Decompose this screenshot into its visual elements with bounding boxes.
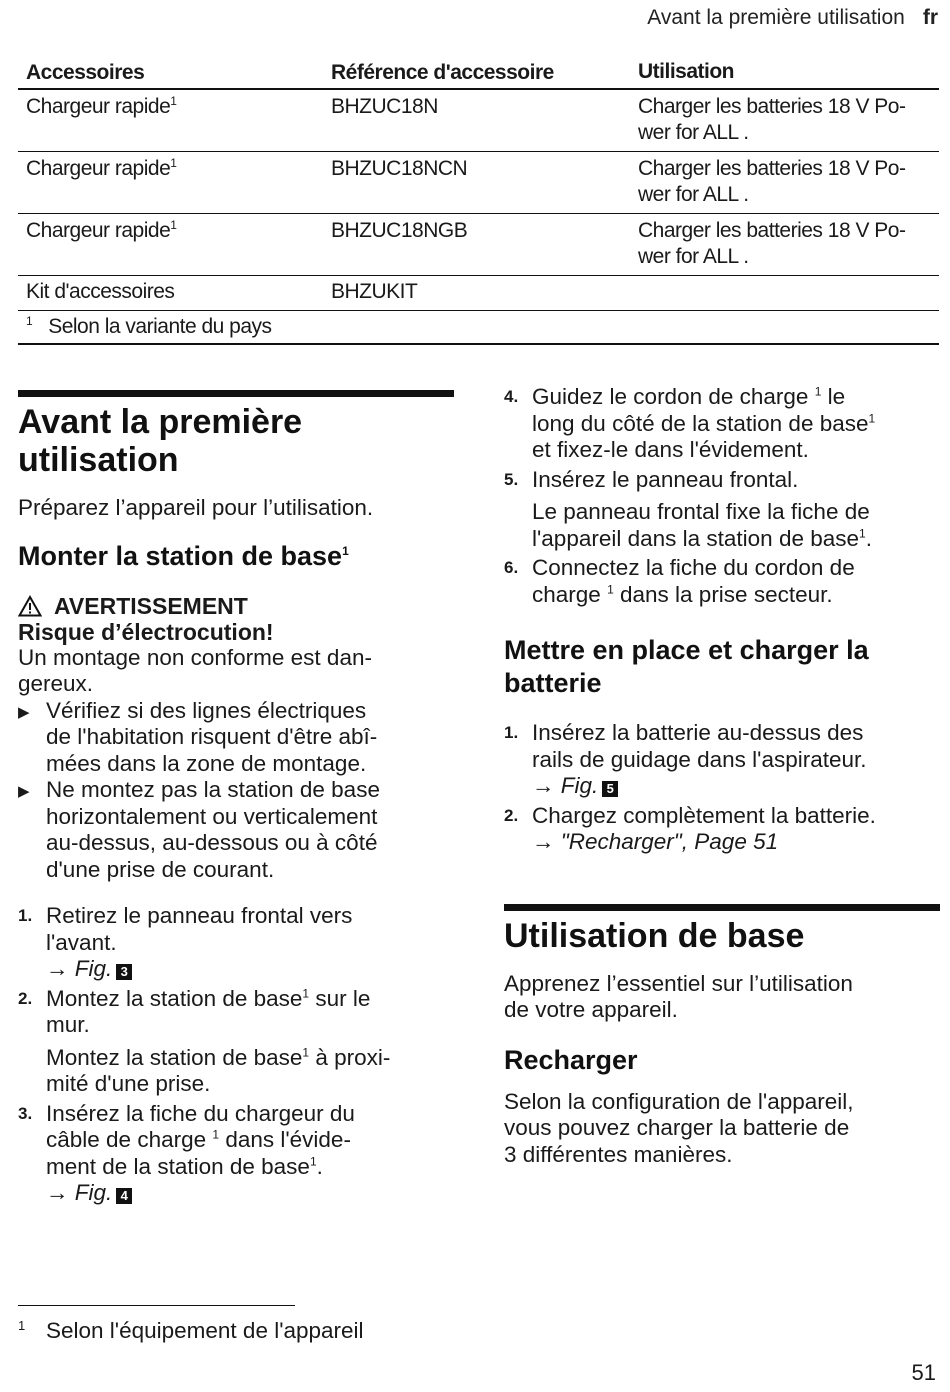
step-number: 5. (504, 469, 519, 489)
accessories-table (18, 56, 939, 345)
bullet-arrow-icon: ▶ (18, 703, 30, 721)
accessory-reference: BHZUC18NGB (331, 219, 468, 242)
cross-reference-link[interactable]: → "Recharger", Page 51 (532, 829, 779, 854)
section-intro: Apprenez l’essentiel sur l’utilisation de votre appareil. (504, 970, 853, 1022)
figure-number-badge: 4 (116, 1188, 132, 1204)
column-header-accessory: Accessoires (26, 61, 145, 84)
footnote-rule (18, 1305, 295, 1306)
step-number: 6. (504, 558, 519, 577)
subsection-title-battery: Mettre en place et charger la batterie (504, 635, 869, 698)
section-title-basic-use: Utilisation de base (504, 916, 805, 955)
running-header (647, 6, 938, 30)
step-number: 1. (18, 906, 33, 925)
section-title-before-use: Avant la première utilisation (18, 403, 303, 479)
accessory-usage: Charger les batteries 18 V Po- wer for ALL . (638, 219, 906, 268)
step-number: 2. (504, 805, 519, 825)
accessory-usage: Charger les batteries 18 V Po- wer for ALL . (638, 157, 906, 206)
figure-number-badge: 3 (116, 964, 132, 980)
step-number: 1. (504, 723, 519, 742)
subsection-title-mount: Monter la station de base$^1$ (18, 540, 349, 571)
section-rule (504, 904, 940, 911)
accessory-name: Chargeur rapide (26, 157, 171, 180)
step-number: 2. (18, 988, 33, 1008)
figure-reference: → Fig. 5 (532, 773, 940, 800)
step-item: 6. Connectez la fiche du cordon de charge $^1$ dans la prise secteur. (504, 555, 855, 607)
step-item: 1. Retirez le panneau frontal vers l'avant. → Fig. 3 (18, 903, 454, 983)
step-number: 3. (18, 1103, 33, 1123)
column-header-reference: Référence d'accessoire (331, 61, 554, 84)
table-row (18, 90, 939, 152)
warning-title: AVERTISSEMENT (54, 592, 248, 619)
accessory-name: Chargeur rapide (26, 95, 171, 118)
right-column (504, 384, 940, 1168)
accessory-reference: BHZUC18NCN (331, 157, 468, 180)
step-item: 2. Montez la station de base$^1$ sur le mur. Montez la station de base$^1$ à proxi- mité d'une prise. (18, 985, 391, 1096)
footnote-mark: 1 (170, 156, 177, 170)
table-row (18, 152, 939, 214)
step-item: 2. Chargez complètement la batterie. → "Recharger", Page 51 (504, 803, 940, 856)
warning-text: Un montage non conforme est dan- gereux. (18, 644, 372, 696)
figure-number-badge: 5 (602, 781, 618, 797)
footnote-mark: 1 (170, 94, 177, 108)
warning-subtitle: Risque d’électrocution! (18, 618, 274, 645)
language-code: fr (922, 6, 938, 29)
accessory-usage (632, 276, 932, 310)
accessory-reference: BHZUKIT (331, 280, 418, 303)
warning-bullet: ▶ Vérifiez si des lignes électriques de l'habitation risquent d'être abî- mées dans la zone de montage. (18, 697, 378, 776)
accessory-reference: BHZUC18N (331, 95, 438, 118)
table-footnote-text: Selon la variante du pays (48, 315, 272, 338)
footnote-mark: 1 (18, 1318, 26, 1333)
step-number: 4. (504, 387, 519, 406)
table-row (18, 276, 939, 311)
section-rule (18, 390, 454, 397)
bullet-arrow-icon: ▶ (18, 783, 30, 800)
warning-header (18, 593, 454, 619)
column-header-usage: Utilisation (638, 60, 735, 83)
figure-reference: → Fig. 3 (46, 956, 454, 983)
warning-triangle-icon (18, 595, 42, 617)
footnote-mark: 1 (170, 218, 177, 232)
table-row (18, 214, 939, 276)
warning-bullet: ▶ Ne montez pas la station de base horizontalement ou verticalement au-dessus, au-dessous ou à côté d'une prise de courant. (18, 777, 380, 882)
accessory-name: Chargeur rapide (26, 219, 171, 242)
footnote-mark: 1 (26, 314, 33, 328)
step-item: 1. Insérez la batterie au-dessus des rails de guidage dans l'aspirateur. → Fig. 5 (504, 720, 940, 800)
accessory-name: Kit d'accessoires (26, 280, 175, 303)
recharge-text: Selon la configuration de l'appareil, vous pouvez charger la batterie de 3 différentes manières. (504, 1088, 854, 1167)
figure-reference: → Fig. 4 (46, 1180, 454, 1207)
table-header-row (18, 56, 939, 90)
running-title: Avant la première utilisation (647, 6, 905, 29)
accessory-usage: Charger les batteries 18 V Po- wer for ALL . (638, 95, 906, 144)
page-footnote (18, 1318, 364, 1344)
table-footnote (18, 311, 939, 345)
left-column (18, 390, 454, 1207)
page-number: 51 (911, 1360, 936, 1385)
subsection-title-recharge: Recharger (504, 1044, 638, 1075)
step-item: 5. Insérez le panneau frontal. Le panneau frontal fixe la fiche de l'appareil dans la station de base$^1$. (504, 466, 872, 551)
step-item: 3. Insérez la fiche du chargeur du câble de charge $^1$ dans l'évide- ment de la station de base$^1$. → Fig. 4 (18, 1101, 454, 1207)
section-intro: Préparez l’appareil pour l’utilisation. (18, 495, 374, 520)
step-item: 4. Guidez le cordon de charge $^1$ le long du côté de la station de base$^1$ et fixez-le dans l'évidement. (504, 384, 876, 462)
page-footnote-text: Selon l'équipement de l'appareil (46, 1318, 364, 1343)
